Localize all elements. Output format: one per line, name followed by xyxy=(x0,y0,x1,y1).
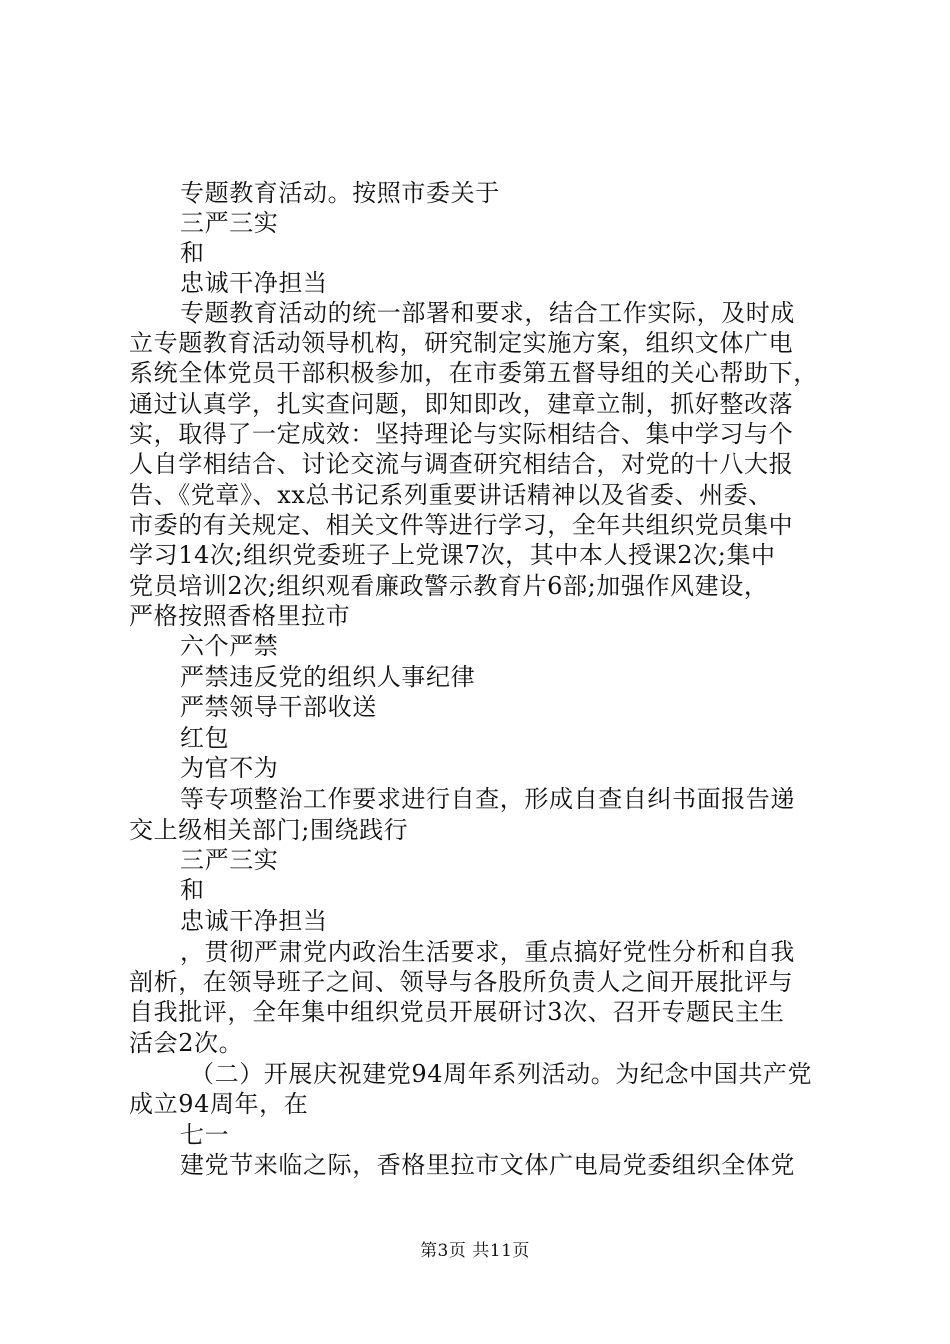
text-line: 严禁领导干部收送 xyxy=(180,693,377,721)
text-line: 成立94周年，在 xyxy=(129,1090,309,1118)
text-line: 自我批评，全年集中组织党员开展研讨3次、召开专题民主生 xyxy=(129,998,785,1026)
text-line: 活会2次。 xyxy=(129,1029,244,1057)
text-line: 和 xyxy=(180,876,205,904)
text-line: 人自学相结合、讨论交流与调查研究相结合，对党的十八大报 xyxy=(129,450,794,478)
text-line: 告、《党章》、xx总书记系列重要讲话精神以及省委、州委、 xyxy=(129,481,773,509)
text-line: 红包 xyxy=(180,724,230,752)
text-line: （二）开展庆祝建党94周年系列活动。为纪念中国共产党 xyxy=(190,1060,813,1088)
text-line: 剖析，在领导班子之间、领导与各股所负责人之间开展批评与 xyxy=(129,968,794,996)
text-line: 党员培训2次;组织观看廉政警示教育片6部;加强作风建设， xyxy=(129,572,769,600)
text-line: 等专项整治工作要求进行自查，形成自查自纠书面报告递 xyxy=(180,785,795,813)
text-line: 专题教育活动的统一部署和要求，结合工作实际，及时成 xyxy=(180,299,795,327)
text-line: 专题教育活动。按照市委关于 xyxy=(180,179,500,207)
text-line: 三严三实 xyxy=(180,846,279,874)
text-line: 和 xyxy=(180,239,205,267)
text-line: 学习14次;组织党委班子上党课7次，其中本人授课2次;集中 xyxy=(129,541,776,569)
text-line: 三严三实 xyxy=(180,209,279,237)
text-line: 通过认真学，扎实查问题，即知即改，建章立制，抓好整改落 xyxy=(129,390,794,418)
text-line: 忠诚干净担当 xyxy=(180,269,328,297)
text-line: 为官不为 xyxy=(180,754,279,782)
text-line: 市委的有关规定、相关文件等进行学习，全年共组织党员集中 xyxy=(129,511,794,539)
text-line: 交上级相关部门;围绕践行 xyxy=(129,816,409,844)
text-line: 立专题教育活动领导机构，研究制定实施方案，组织文体广电 xyxy=(129,329,794,357)
text-line: 忠诚干净担当 xyxy=(180,907,328,935)
text-line: 严禁违反党的组织人事纪律 xyxy=(180,663,476,691)
text-line: 系统全体党员干部积极参加，在市委第五督导组的关心帮助下， xyxy=(129,359,818,387)
text-line: 建党节来临之际，香格里拉市文体广电局党委组织全体党 xyxy=(180,1151,795,1179)
text-line: 七一 xyxy=(180,1121,230,1149)
text-line: ，贯彻严肃党内政治生活要求，重点搞好党性分析和自我 xyxy=(180,938,795,966)
text-line: 六个严禁 xyxy=(180,632,279,660)
text-line: 实，取得了一定成效：坚持理论与实际相结合、集中学习与个 xyxy=(129,420,794,448)
text-line: 严格按照香格里拉市 xyxy=(129,602,351,630)
page-number-footer: 第3页 共11页 xyxy=(420,1241,530,1261)
